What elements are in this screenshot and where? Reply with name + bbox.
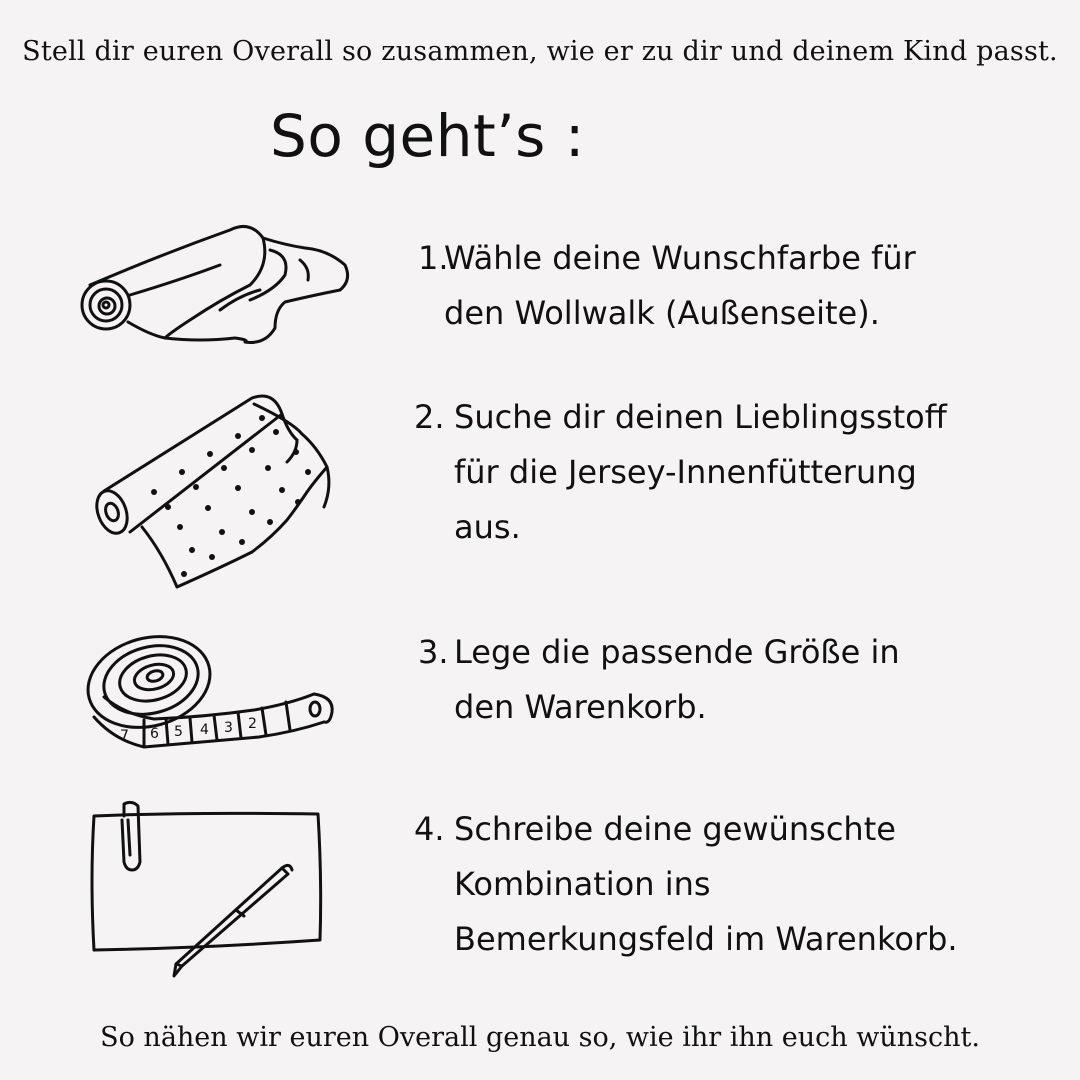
step-text: Suche dir deinen Lieblingsstoff für die Jersey-Innenfütterung aus.	[454, 398, 947, 546]
tape-number: 5	[174, 724, 183, 740]
step-text: Schreibe deine gewünschte Kombination ins Bemerkungsfeld im Warenkorb.	[454, 810, 958, 958]
step-text: Wähle deine Wunschfarbe für den Wollwalk (Außenseite).	[444, 239, 916, 332]
step-3	[418, 625, 900, 735]
page-title: So geht’s :	[270, 102, 585, 170]
step-number: 4.	[414, 810, 445, 848]
fabric-roll-icon	[70, 210, 360, 355]
tape-number: 4	[200, 722, 209, 738]
measuring-tape-icon	[84, 622, 340, 752]
tape-number: 6	[150, 726, 159, 742]
step-4	[414, 802, 958, 967]
tape-number: 2	[248, 716, 257, 732]
step-1	[418, 231, 916, 341]
intro-text: Stell dir euren Overall so zusammen, wie er zu dir und deinem Kind passt.	[22, 36, 1058, 67]
notepad-pen-icon	[86, 800, 326, 982]
outro-text: So nähen wir euren Overall genau so, wie ihr ihn euch wünscht.	[100, 1022, 980, 1053]
step-number: 3.	[418, 633, 449, 671]
step-text: Lege die passende Größe in den Warenkorb.	[454, 633, 900, 726]
step-2	[414, 390, 947, 555]
tape-number: 7	[120, 728, 129, 744]
step-number: 2.	[414, 398, 445, 436]
tape-number: 3	[224, 720, 233, 736]
step-number: 1.	[418, 239, 449, 277]
patterned-fabric-roll-icon	[92, 392, 340, 592]
